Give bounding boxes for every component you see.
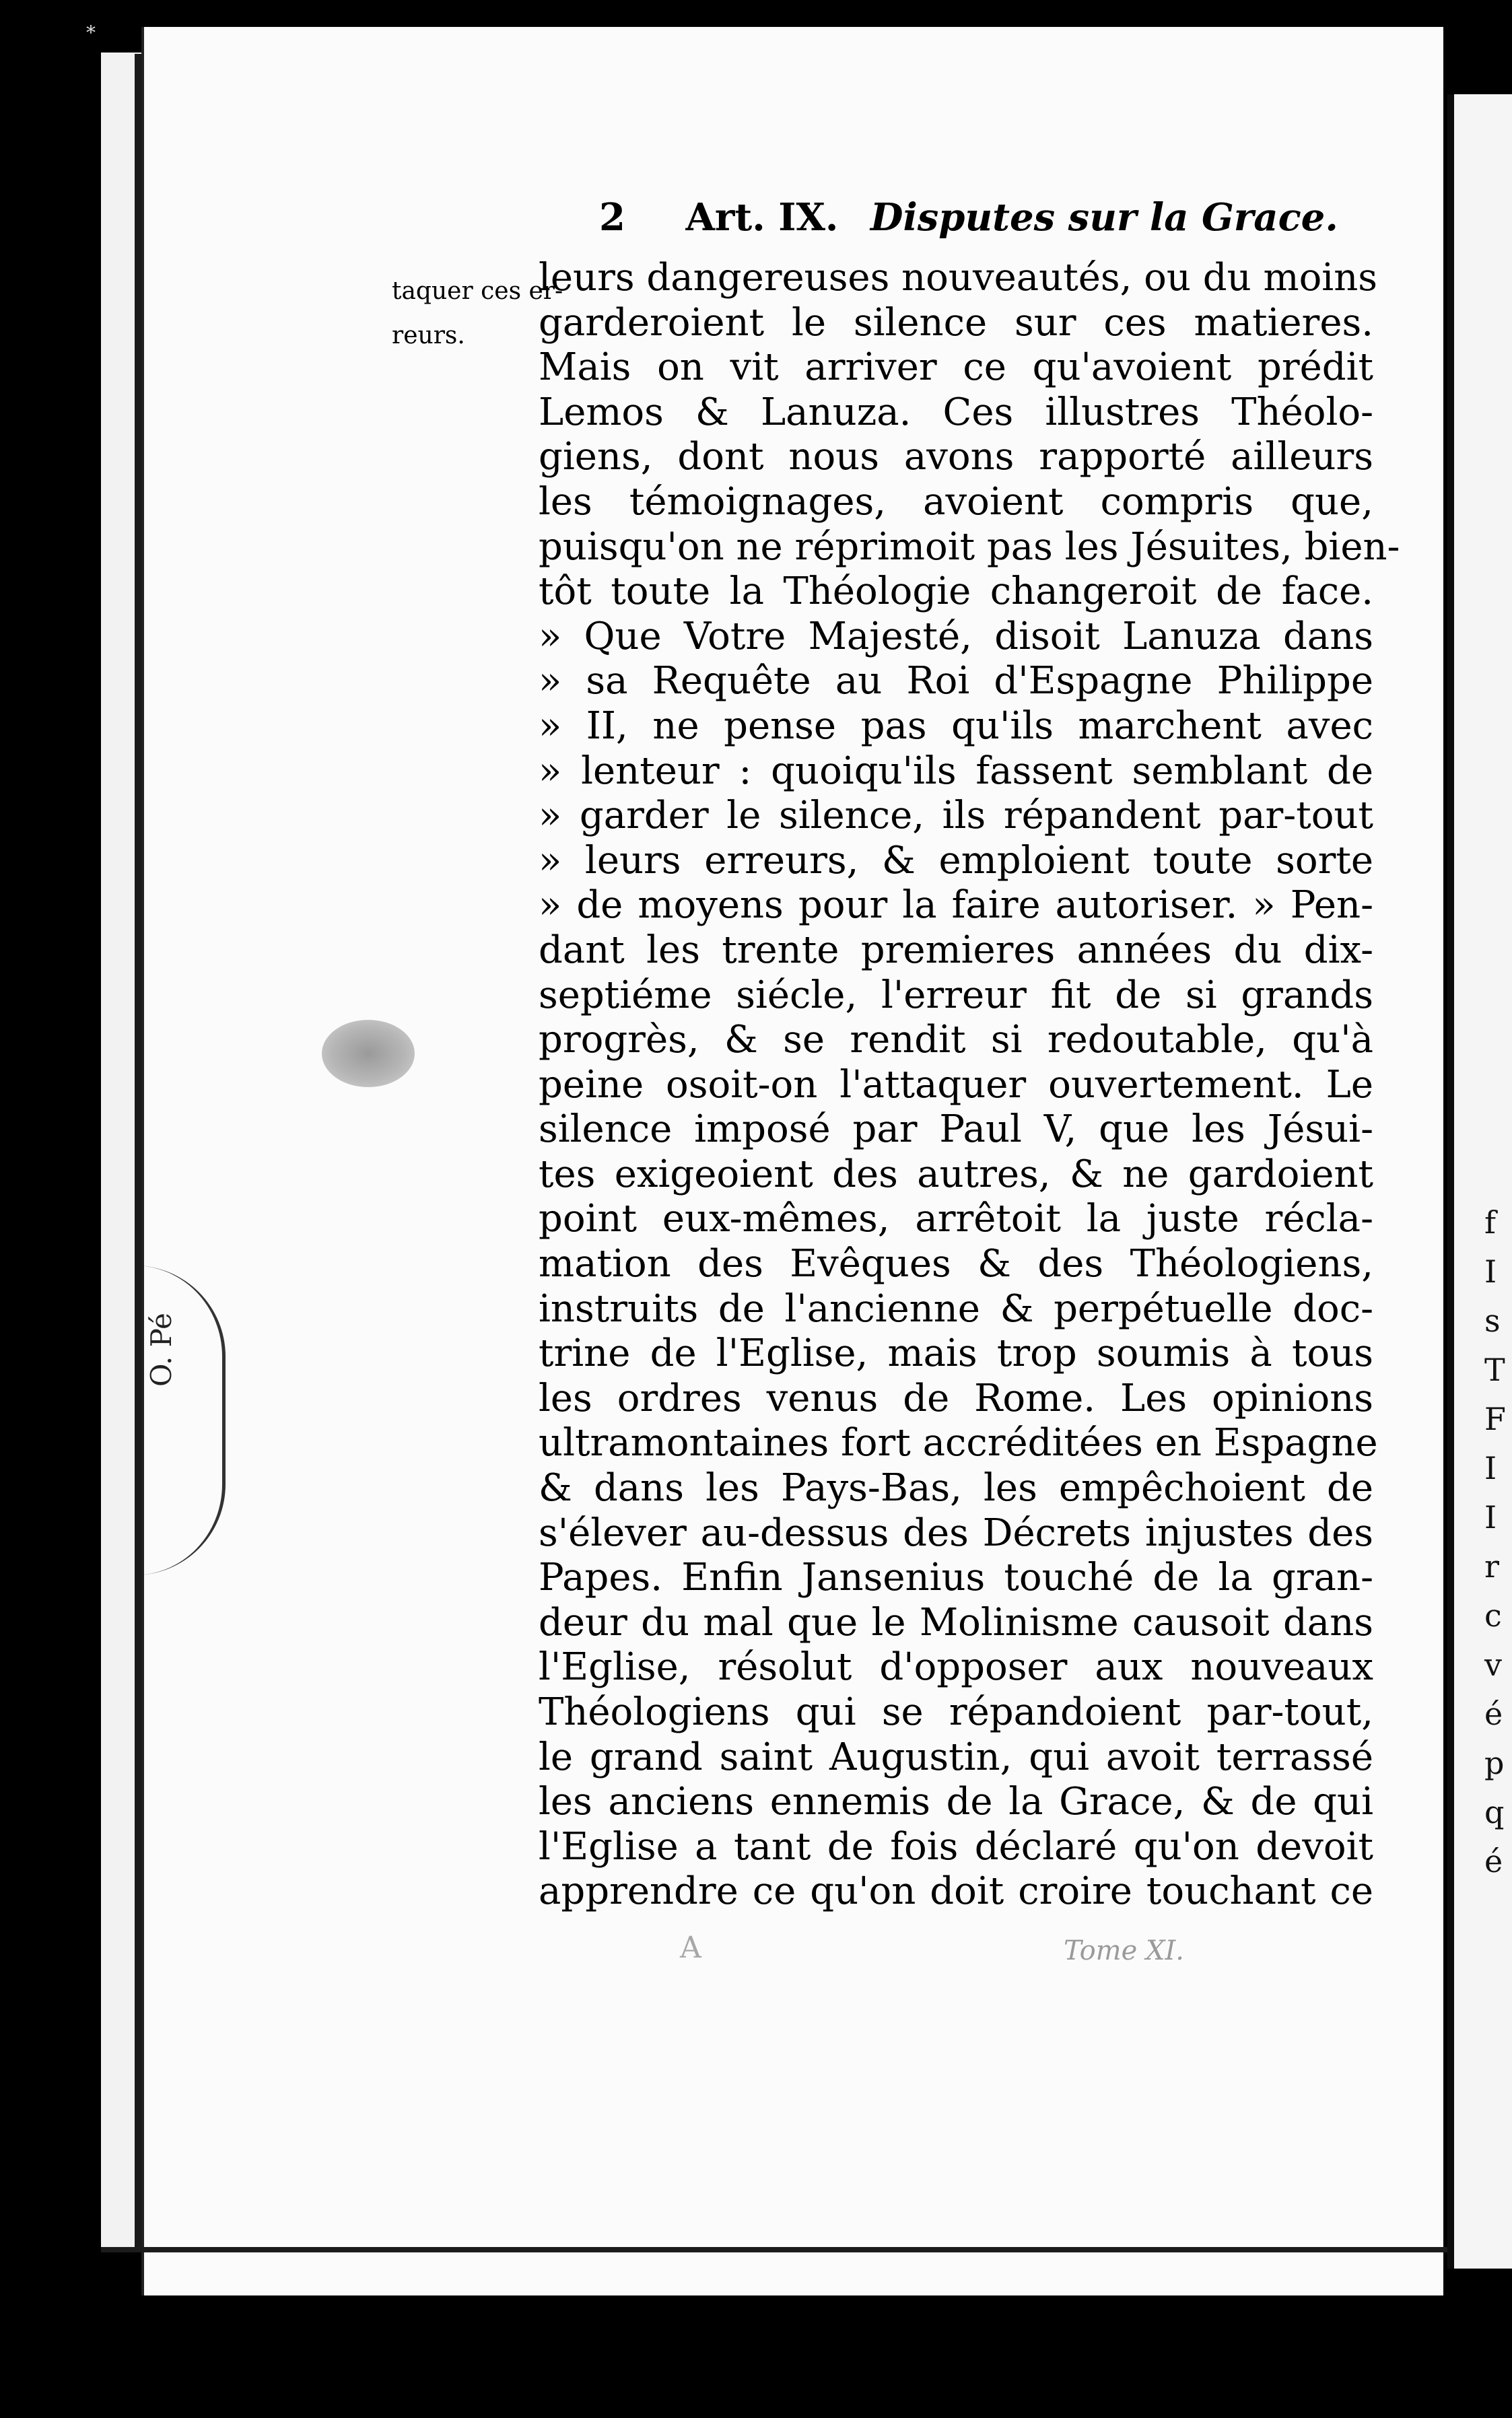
- facing-page-letter: p: [1484, 1745, 1505, 1781]
- facing-page-letter: I: [1484, 1499, 1497, 1535]
- facing-page-letter: f: [1484, 1204, 1497, 1241]
- text-line: deur du mal que le Molinisme causoit dans: [539, 1600, 1373, 1645]
- library-stamp: [135, 1266, 226, 1575]
- text-line: ultramontaines fort accréditées en Espagne: [539, 1421, 1378, 1465]
- text-line: Théologiens qui se répandoient par-tout,: [539, 1690, 1373, 1734]
- facing-page-letter: r: [1484, 1548, 1499, 1585]
- text-line: » Que Votre Majesté, disoit Lanuza dans: [539, 614, 1373, 658]
- facing-page-letters: [1484, 1198, 1511, 1886]
- facing-page-letter: I: [1484, 1253, 1497, 1290]
- margin-note-line: taquer ces er-: [392, 277, 563, 305]
- facing-page-letter: c: [1484, 1597, 1502, 1634]
- binding-edge: [135, 54, 141, 2248]
- text-line: mation des Evêques & des Théologiens,: [539, 1242, 1373, 1286]
- text-line: garderoient le silence sur ces matieres.: [539, 300, 1373, 345]
- body-text: [539, 256, 1400, 1914]
- text-line: & dans les Pays-Bas, les empêchoient de: [539, 1466, 1373, 1511]
- corner-mark: *: [86, 22, 96, 44]
- text-line: » lenteur : quoiqu'ils fassent semblant de: [539, 749, 1373, 793]
- page-bottom-edge: [101, 2247, 1447, 2252]
- facing-page-letter: I: [1484, 1450, 1497, 1486]
- text-line: silence imposé par Paul V, que les Jésui-: [539, 1107, 1373, 1152]
- text-line: puisqu'on ne réprimoit pas les Jésuites, bien-: [539, 524, 1400, 569]
- running-title: Disputes sur la Grace.: [870, 195, 1338, 240]
- text-line: Mais on vit arriver ce qu'avoient prédit: [539, 345, 1373, 390]
- facing-page-letter: q: [1484, 1794, 1505, 1830]
- text-line: les anciens ennemis de la Grace, & de qui: [539, 1780, 1373, 1824]
- text-line: leurs dangereuses nouveautés, ou du moins: [539, 256, 1377, 300]
- text-line: » II, ne pense pas qu'ils marchent avec: [539, 703, 1373, 748]
- article-label: Art. IX.: [685, 195, 839, 240]
- text-line: s'élever au-dessus des Décrets injustes des: [539, 1511, 1373, 1555]
- text-line: point eux-mêmes, arrêtoit la juste récla-: [539, 1197, 1373, 1241]
- text-line: l'Eglise a tant de fois déclaré qu'on devoit: [539, 1824, 1373, 1869]
- text-line: trine de l'Eglise, mais trop soumis à tous: [539, 1332, 1373, 1376]
- library-stamp-text: O. Pé: [145, 1313, 178, 1387]
- text-line: dant les trente premieres années du dix-: [539, 928, 1373, 972]
- text-line: l'Eglise, résolut d'opposer aux nouveaux: [539, 1645, 1373, 1690]
- text-line: » sa Requête au Roi d'Espagne Philippe: [539, 659, 1373, 703]
- facing-page-letter: s: [1484, 1303, 1501, 1339]
- text-line: progrès, & se rendit si redoutable, qu'à: [539, 1018, 1373, 1062]
- facing-page-letter: é: [1484, 1696, 1503, 1732]
- text-line: apprendre ce qu'on doit croire touchant ce: [539, 1869, 1373, 1914]
- text-line: tôt toute la Théologie changeroit de face.: [539, 569, 1373, 614]
- facing-page-letter: v: [1484, 1647, 1502, 1683]
- facing-page-letter: T: [1484, 1352, 1505, 1388]
- text-line: les ordres venus de Rome. Les opinions: [539, 1376, 1373, 1420]
- text-line: Lemos & Lanuza. Ces illustres Théolo-: [539, 390, 1373, 434]
- text-line: le grand saint Augustin, qui avoit terrassé: [539, 1735, 1373, 1779]
- paper-stain: [322, 1020, 415, 1087]
- text-line: » garder le silence, ils répandent par-tout: [539, 794, 1373, 838]
- show-through-signature: A: [680, 1931, 701, 1965]
- facing-page-letter: é: [1484, 1843, 1503, 1879]
- margin-note-line: reurs.: [392, 322, 465, 349]
- show-through-catchword: Tome XI.: [1064, 1935, 1184, 1966]
- text-line: instruits de l'ancienne & perpétuelle doc-: [539, 1286, 1373, 1331]
- page-number: 2: [599, 195, 625, 240]
- text-line: giens, dont nous avons rapporté ailleurs: [539, 435, 1373, 479]
- text-line: Papes. Enfin Jansenius touché de la gran-: [539, 1556, 1373, 1600]
- text-line: peine osoit-on l'attaquer ouvertement. Le: [539, 1062, 1373, 1107]
- text-line: septiéme siécle, l'erreur fit de si grands: [539, 973, 1373, 1017]
- text-line: » de moyens pour la faire autoriser. » Pen-: [539, 883, 1373, 928]
- text-line: tes exigeoient des autres, & ne gardoient: [539, 1152, 1373, 1196]
- facing-page-strip: [1447, 94, 1512, 2269]
- text-line: » leurs erreurs, & emploient toute sorte: [539, 838, 1373, 883]
- text-line: les témoignages, avoient compris que,: [539, 479, 1373, 524]
- facing-page-letter: F: [1484, 1401, 1506, 1437]
- running-head: [599, 195, 1380, 244]
